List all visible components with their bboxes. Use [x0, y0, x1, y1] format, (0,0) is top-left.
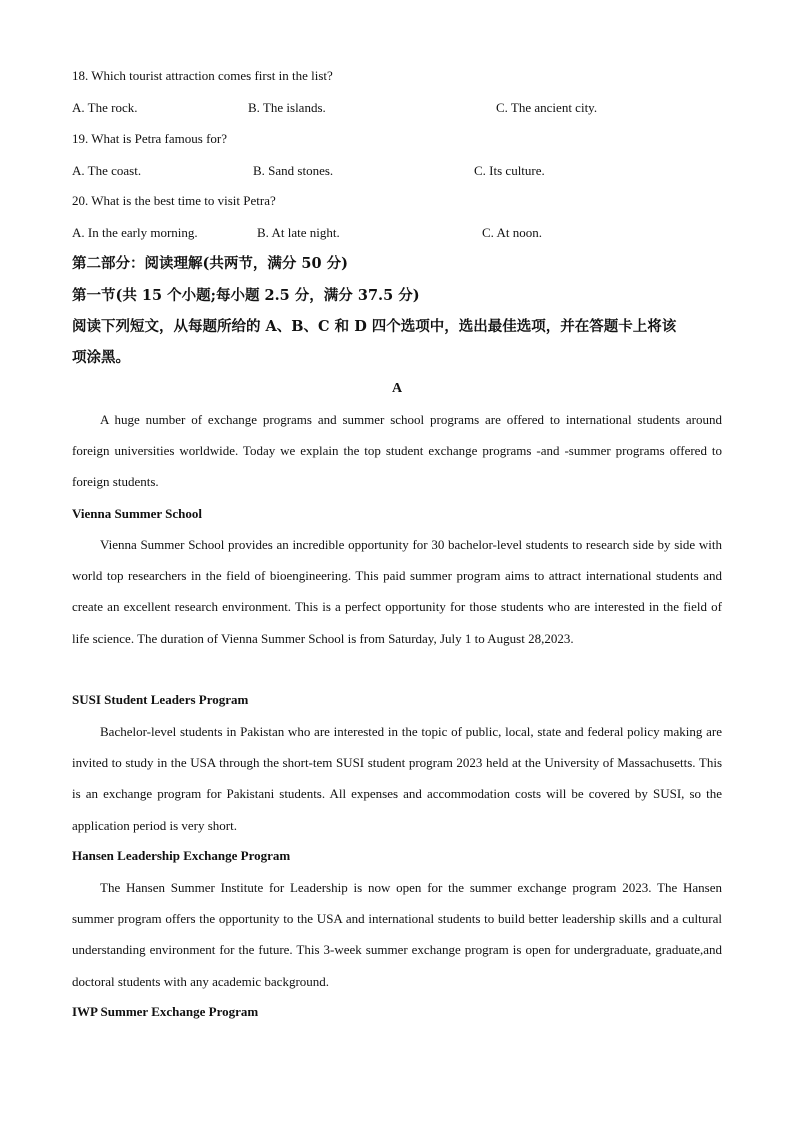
passage-letter: A: [391, 381, 403, 396]
question-18-option-a: A. The rock.: [72, 100, 138, 115]
passage-intro: A huge number of exchange programs and summer school programs are offered to international students around foreign universities worldwide. Today we explain the top student exchange programs -and -summer programs offered to foreign students.: [72, 412, 722, 490]
question-20-stem: 20. What is the best time to visit Petra?: [72, 193, 276, 208]
instruction-line-1: 阅读下列短文，从每题所给的 A、B、C 和 D 四个选项中，选出最佳选项，并在答题卡上将该: [72, 318, 677, 335]
program-heading-hansen: Hansen Leadership Exchange Program: [72, 848, 291, 863]
question-18-stem: 18. Which tourist attraction comes first in the list?: [72, 68, 333, 83]
question-18-option-b: B. The islands.: [248, 100, 326, 115]
instruction-line-2: 项涂黑。: [72, 349, 130, 366]
program-text-susi: Bachelor-level students in Pakistan who are interested in the topic of public, local, state and federal policy making are invited to study in the USA through the short-tem SUSI student program 2023 held at the University of Massachusetts. This is an exchange program for Pakistani students. All expenses and accommodation costs will be covered by SUSI, so the application period is very short.: [72, 724, 722, 833]
program-text-vienna: Vienna Summer School provides an incredible opportunity for 30 bachelor-level students to research side by side with world top researchers in the field of bioengineering. This paid summer program aims to attract international students and create an excellent research environment. This is a perfect opportunity for those students who are interested in the field of life science. The duration of Vienna Summer School is from Saturday, July 1 to August 28,2023.: [72, 537, 722, 646]
section-one-title: 第一节(共 15 个小题;每小题 2.5 分，满分 37.5 分): [72, 287, 420, 304]
program-heading-vienna: Vienna Summer School: [72, 506, 203, 521]
question-20-option-b: B. At late night.: [257, 225, 340, 240]
program-heading-iwp: IWP Summer Exchange Program: [72, 1004, 259, 1019]
question-18-option-c: C. The ancient city.: [496, 100, 598, 115]
question-19-option-b: B. Sand stones.: [253, 163, 334, 178]
question-20-option-a: A. In the early morning.: [72, 225, 198, 240]
program-heading-susi: SUSI Student Leaders Program: [72, 692, 249, 707]
part-two-title: 第二部分：阅读理解(共两节，满分 50 分): [72, 255, 348, 272]
question-19-option-a: A. The coast.: [72, 163, 142, 178]
question-20-option-c: C. At noon.: [482, 225, 542, 240]
question-19-stem: 19. What is Petra famous for?: [72, 131, 227, 146]
question-19-option-c: C. Its culture.: [474, 163, 545, 178]
program-text-hansen: The Hansen Summer Institute for Leadership is now open for the summer exchange program 2023. The Hansen summer program offers the opportunity to the USA and international students to build better leadership skills and a cultural understanding environment for the future. This 3-week summer exchange program is open for undergraduate, graduate,and doctoral students with any academic background.: [72, 880, 722, 989]
